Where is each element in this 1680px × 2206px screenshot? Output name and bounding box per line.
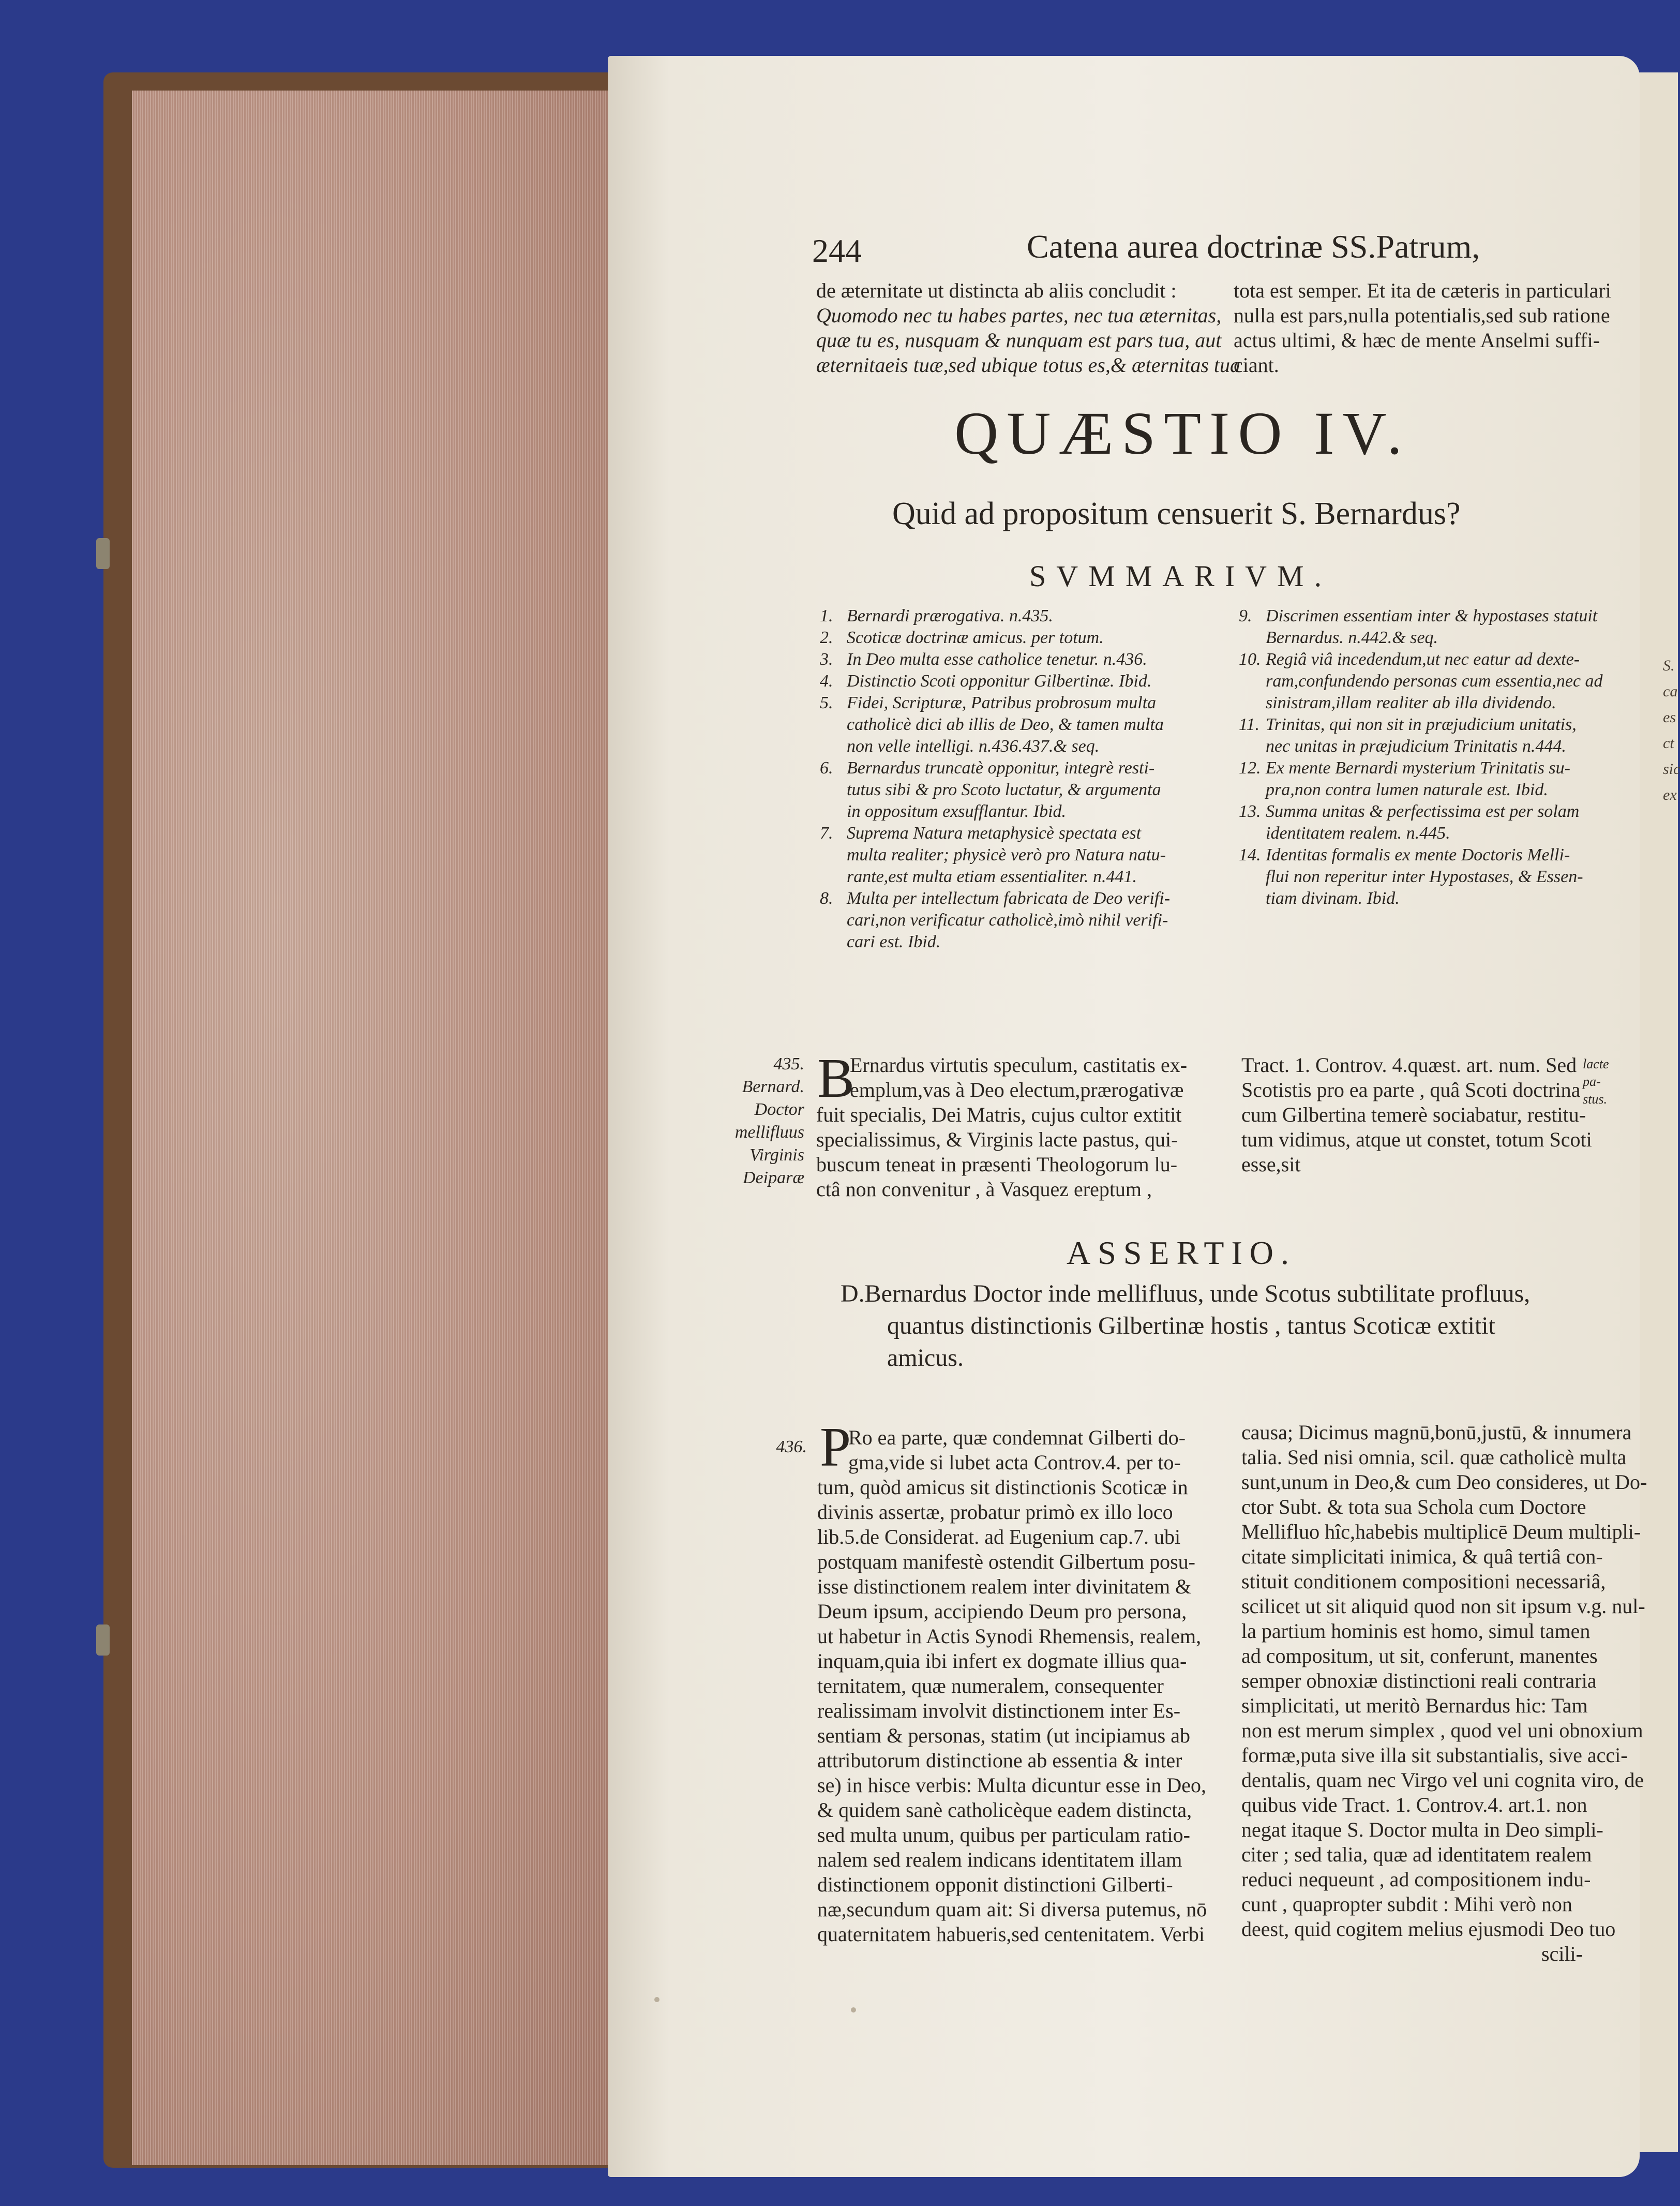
text-line: la partium hominis est homo, simul tamen [1241,1619,1591,1643]
summary-item: tiam divinam. Ibid. [1266,889,1400,908]
text-line: dentalis, quam nec Virgo vel uni cognita viro, de [1241,1768,1644,1792]
text-line: quæ tu es, nusquam & nunquam est pars tua, aut [816,329,1222,352]
text-line: se) in hisce verbis: Multa dicuntur esse in Deo, [817,1773,1207,1797]
summary-item: flui non reperitur inter Hypostases, & Essen- [1266,867,1583,886]
text-line: causa; Dicimus magnū,bonū,justū, & innumera [1241,1421,1632,1444]
margin-note-435: 435. Bernard. Doctor mellifluus Virginis Deiparæ [734,1054,804,1187]
text-line: cum Gilbertina temerè sociabatur, restitu- [1241,1103,1586,1126]
text-line: citer ; sed talia, quæ ad identitatem realem [1241,1843,1592,1866]
text-line: ciant. [1234,353,1279,377]
text-line: Quomodo nec tu habes partes, nec tua æternitas, [816,304,1222,327]
text-line: Mellifluo hîc,habebis multiplicē Deum multipli- [1241,1520,1641,1543]
top-text-left [816,278,1240,378]
text-line: Scotistis pro ea parte , quâ Scoti doctrina [1241,1078,1581,1101]
text-line: D.Bernardus Doctor inde mellifluus, unde Scotus subtilitate profluus, [841,1280,1531,1307]
summary-item: identitatem realem. n.445. [1266,824,1450,843]
page-hole [654,1997,659,2002]
summary-item: cari,non verificatur catholicè,imò nihil verifi- [847,911,1168,930]
text-line: quantus distinctionis Gilbertinæ hostis , tantus Scoticæ extitit [887,1312,1495,1339]
page-number: 244 [812,232,862,269]
text-line: specialissimus, & Virginis lacte pastus, qui- [816,1128,1178,1151]
summary-item: sinistram,illam realiter ab illa dividendo. [1266,693,1556,712]
text-line: ut habetur in Actis Synodi Rhemensis, realem, [817,1624,1202,1648]
running-title: Catena aurea doctrinæ SS.Patrum, [1027,228,1480,265]
text-line: fuit specialis, Dei Matris, cujus cultor extitit [816,1103,1182,1126]
summary-item: 3. In Deo multa esse catholice tenetur. n.436. [820,650,1147,669]
assertio-text [841,1278,1530,1374]
next-page-fragment: ex [1663,786,1677,803]
summarium-left [820,605,1170,953]
next-page-fragment: sic [1663,761,1680,778]
text-line: cunt , quapropter subdit : Mihi verò non [1241,1892,1572,1916]
next-page-fragment: ca [1663,683,1678,700]
text-line: formæ,puta sive illa sit substantialis, sive acci- [1241,1743,1628,1767]
summary-item: 13. Summa unitas & perfectissima est per solam [1239,802,1580,821]
text-line: ctâ non convenitur , à Vasquez ereptum , [816,1177,1152,1201]
text-line: divinis assertæ, probatur primò ex illo loco [817,1500,1173,1524]
summary-item: 1. Bernardi prærogativa. n.435. [820,606,1053,625]
text-line: ternitatem, quæ numeralem, consequenter [817,1674,1164,1697]
top-text-right [1234,278,1611,378]
text-line: inquam,quia ibi infert ex dogmate illius qua- [817,1649,1187,1673]
text-line: Deum ipsum, accipiendo Deum pro persona, [817,1600,1187,1623]
para-436-right [1241,1420,1647,1966]
quaestio-title: QUÆSTIO IV. [954,399,1411,467]
text-line: amicus. [887,1344,964,1372]
summary-item: 8. Multa per intellectum fabricata de Deo verifi- [820,889,1171,908]
drop-cap: B [817,1048,855,1109]
next-page-fragment: ct [1663,735,1674,752]
summary-item: 6. Bernardus truncatè opponitur, integrè resti- [820,758,1155,778]
text-line: deest, quid cogitem melius ejusmodi Deo tuo [1241,1917,1616,1941]
text-line: nalem sed realem indicans identitatem illam [817,1848,1182,1871]
summary-item: in oppositum exsufflantur. Ibid. [847,802,1067,821]
text-line: attributorum distinctione ab essentia & inter [817,1749,1182,1772]
summarium-heading: SVMMARIVM. [1029,559,1332,593]
text-line: lib.5.de Considerat. ad Eugenium cap.7. ubi [817,1525,1181,1548]
text-line: isse distinctionem realem inter divinitatem & [817,1575,1192,1598]
summary-item: 12. Ex mente Bernardi mysterium Trinitatis su- [1239,758,1570,778]
page-block-edge [132,91,614,2165]
text-line: næ,secundum quam ait: Si diversa putemus, nō [817,1898,1207,1921]
summary-item: multa realiter; physicè verò pro Natura natu- [847,845,1166,864]
text-line: quaternitatem habueris,sed centenitatem. Verbi [817,1922,1205,1946]
text-line: semper obnoxiæ distinctioni reali contraria [1241,1669,1597,1692]
text-line: & quidem sanè catholicèque eadem distincta, [817,1798,1192,1822]
text-line: actus ultimi, & hæc de mente Anselmi suffi- [1234,329,1600,352]
summary-item: nec unitas in præjudicium Trinitatis n.444. [1266,737,1566,756]
next-page-fragment: es [1663,709,1676,726]
summary-item: 14. Identitas formalis ex mente Doctoris Melli- [1239,845,1570,864]
summary-item: 5. Fidei, Scripturæ, Patribus probrosum multa [820,693,1157,712]
text-line: ad compositum, ut sit, conferunt, manentes [1241,1644,1598,1667]
text-line: realissimam involvit distinctionem inter Es- [817,1699,1181,1722]
text-line: quibus vide Tract. 1. Controv.4. art.1. non [1241,1793,1587,1816]
assertio-heading: ASSERTIO. [1067,1234,1296,1271]
text-line: talia. Sed nisi omnia, scil. quæ catholicè multa [1241,1445,1627,1469]
text-line: sed multa unum, quibus per particulam ratio- [817,1823,1190,1846]
text-line: citate simplicitati inimica, & quâ tertiâ con- [1241,1545,1603,1568]
text-line: scili- [1541,1942,1583,1965]
clasp-bottom [96,1624,110,1656]
text-line: Ernardus virtutis speculum, castitatis ex- [850,1053,1188,1077]
text-line: tum vidimus, atque ut constet, totum Scoti [1241,1128,1592,1151]
text-line: sunt,unum in Deo,& cum Deo consideres, ut Do- [1241,1470,1647,1494]
text-line: Ro ea parte, quæ condemnat Gilberti do- [848,1426,1186,1449]
text-line: reduci nequeunt , ad compositionem indu- [1241,1868,1591,1891]
text-line: simplicitati, ut meritò Bernardus hic: Tam [1241,1694,1588,1717]
text-line: emplum,vas à Deo electum,prærogativæ [850,1078,1184,1101]
summary-item: ram,confundendo personas cum essentia,nec ad [1266,672,1603,691]
text-line: non est merum simplex , quod vel uni obnoxium [1241,1719,1643,1742]
text-line: scilicet ut sit aliquid quod non sit ipsum v.g. nul- [1241,1594,1645,1618]
summary-item: catholicè dici ab illis de Deo, & tamen multa [847,715,1164,734]
text-line: tum, quòd amicus sit distinctionis Scoticæ in [817,1475,1188,1499]
drop-cap: P [820,1417,851,1478]
summary-item: 2. Scoticæ doctrinæ amicus. per totum. [820,628,1104,647]
summary-item: 9. Discrimen essentiam inter & hypostases statuit [1239,606,1598,625]
text-line: ctor Subt. & tota sua Schola cum Doctore [1241,1495,1586,1518]
text-line: sentiam & personas, statim (ut incipiamus ab [817,1724,1190,1747]
summary-item: 11. Trinitas, qui non sit in præjudicium unitatis, [1239,715,1577,734]
summary-item: 7. Suprema Natura metaphysicè spectata est [820,824,1142,843]
text-line: tota est semper. Et ita de cæteris in particulari [1234,279,1611,302]
text-line: buscum teneat in præsenti Theologorum lu- [816,1153,1178,1176]
margin-note-right: lacte pa- stus. [1583,1056,1609,1107]
para-435-right [1241,1053,1592,1177]
summary-item: non velle intelligi. n.436.437.& seq. [847,737,1100,756]
next-page-fragment: S. [1663,657,1675,674]
para-436-left [817,1425,1207,1947]
margin-note-436: 436. [776,1437,807,1456]
text-line: stituit conditionem compositioni necessariâ, [1241,1570,1606,1593]
summary-item: cari est. Ibid. [847,932,941,951]
clasp-top [96,538,110,569]
summary-item: tutus sibi & pro Scoto luctatur, & argumenta [847,780,1161,799]
summarium-right [1239,605,1603,910]
summary-item: pra,non contra lumen naturale est. Ibid. [1266,780,1548,799]
text-line: gma,vide si lubet acta Controv.4. per to- [848,1451,1181,1474]
text-line: Tract. 1. Controv. 4.quæst. art. num. Sed [1241,1053,1577,1077]
text-line: nulla est pars,nulla potentialis,sed sub ratione [1234,304,1610,327]
quaestio-subtitle: Quid ad propositum censuerit S. Bernardus? [892,496,1461,531]
text-line: postquam manifestè ostendit Gilbertum posu- [817,1550,1195,1573]
summary-item: rante,est multa etiam essentialiter. n.441. [847,867,1137,886]
summary-item: 4. Distinctio Scoti opponitur Gilbertinæ. Ibid. [820,672,1152,691]
text-line: de æternitate ut distincta ab aliis concludit : [816,279,1177,302]
text-line: esse,sit [1241,1153,1301,1176]
para-435-left [816,1048,1188,1202]
text-line: distinctionem opponit distinctioni Gilberti- [817,1873,1173,1896]
page-hole [851,2007,856,2013]
text-line: negat itaque S. Doctor multa in Deo simpli- [1241,1818,1603,1841]
text-line: æternitaeis tuæ,sed ubique totus es,& æternitas tua [816,353,1240,377]
summary-item: Bernardus. n.442.& seq. [1266,628,1438,647]
summary-item: 10. Regiâ viâ incedendum,ut nec eatur ad dexte- [1239,650,1580,669]
